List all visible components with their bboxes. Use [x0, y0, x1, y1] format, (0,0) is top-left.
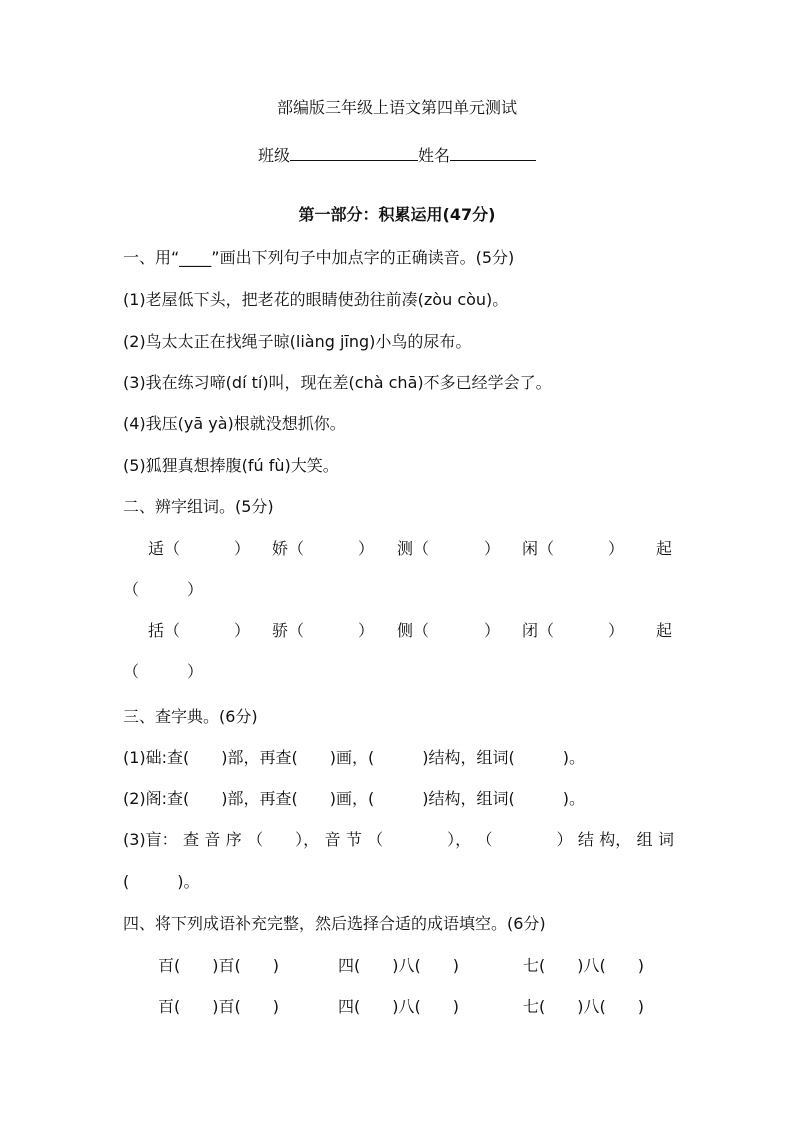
class-label: 班级: [257, 146, 290, 165]
q2-r2-c2: ）: [234, 621, 251, 640]
q3-i3-t1: 查: [183, 830, 200, 849]
q2-r1-c4: ）: [358, 539, 375, 558]
q2-r2-c6: ）: [484, 621, 501, 640]
q3-item-3: [123, 830, 674, 850]
q1-item-4: (4)我压(yā yà)根就没想抓你。: [123, 414, 346, 433]
q3-i3-t0: (3)盲：: [123, 830, 178, 849]
q3-i3-t4: （ ），: [247, 830, 320, 849]
q3-i3-t5: 音: [324, 830, 341, 849]
q4-r2-idiom-2: 四( )八( ): [338, 997, 459, 1016]
q1-item-1: (1)老屋低下头，把老花的眼睛使劲往前凑(zòu còu)。: [123, 290, 509, 309]
q2-r2-c9: 起: [656, 621, 673, 640]
q3-item-3-wrap: ( )。: [123, 872, 200, 891]
q1-heading: 一、用“____”画出下列句子中加点字的正确读音。(5分): [123, 248, 515, 267]
q4-heading: 四、将下列成语补充完整，然后选择合适的成语填空。(6分): [123, 914, 546, 933]
q2-r1-c6: ）: [484, 539, 501, 558]
q3-item-2: (2)阁:查( )部，再查( )画，( )结构，组词( )。: [123, 789, 585, 808]
class-blank[interactable]: [290, 146, 418, 161]
q2-r1-c9: 起: [656, 539, 673, 558]
q2-row-2-wrap: （ ）: [123, 662, 204, 681]
q3-item-1: (1)础:查( )部，再查( )画，( )结构，组词( )。: [123, 748, 585, 767]
q2-r2-c1: 括（: [148, 621, 181, 640]
q2-r1-c2: ）: [234, 539, 251, 558]
part-heading: 第一部分：积累运用(47分): [298, 205, 496, 224]
student-info-line: [0, 146, 794, 166]
q2-row-1-wrap: （ ）: [123, 580, 204, 599]
q2-r1-c7: 闲（: [522, 539, 555, 558]
q3-i3-t6: 节: [345, 830, 362, 849]
q3-heading: 三、查字典。(6分): [123, 707, 258, 726]
q2-r1-c8: ）: [608, 539, 625, 558]
q4-r1-idiom-3: 七( )八( ): [523, 956, 644, 975]
q2-r2-c8: ）: [608, 621, 625, 640]
q2-r2-c7: 闭（: [522, 621, 555, 640]
q1-item-3: (3)我在练习啼(dí tí)叫，现在差(chà chā)不多已经学会了。: [123, 373, 552, 392]
q1-item-5: (5)狐狸真想捧腹(fú fù)大笑。: [123, 456, 339, 475]
q4-r2-idiom-1: 百( )百( ): [158, 997, 279, 1016]
q2-r2-c4: ）: [358, 621, 375, 640]
name-label: 姓名: [418, 146, 451, 165]
q4-r2-idiom-3: 七( )八( ): [523, 997, 644, 1016]
q2-r1-c3: 娇（: [272, 539, 305, 558]
q1-item-2: (2)鸟太太正在找绳子晾(liàng jīng)小鸟的尿布。: [123, 332, 472, 351]
q3-i3-t9: 结: [577, 830, 594, 849]
q2-r1-c1: 适（: [148, 539, 181, 558]
q3-i3-t10: 构，: [599, 830, 632, 849]
q2-r2-c3: 骄（: [272, 621, 305, 640]
q4-r1-idiom-2: 四( )八( ): [338, 956, 459, 975]
q4-r1-idiom-1: 百( )百( ): [158, 956, 279, 975]
q3-i3-t8: （ ）: [476, 830, 573, 849]
q2-r1-c5: 测（: [397, 539, 430, 558]
name-blank[interactable]: [450, 146, 536, 161]
q2-heading: 二、辨字组词。(5分): [123, 497, 274, 516]
exam-title: 部编版三年级上语文第四单元测试: [276, 98, 517, 117]
q3-i3-t3: 序: [225, 830, 242, 849]
q3-i3-t7: （ ），: [367, 830, 472, 849]
q3-i3-t12: 词: [657, 830, 674, 849]
q3-i3-t2: 音: [204, 830, 221, 849]
q2-r2-c5: 侧（: [397, 621, 430, 640]
q3-i3-t11: 组: [636, 830, 653, 849]
